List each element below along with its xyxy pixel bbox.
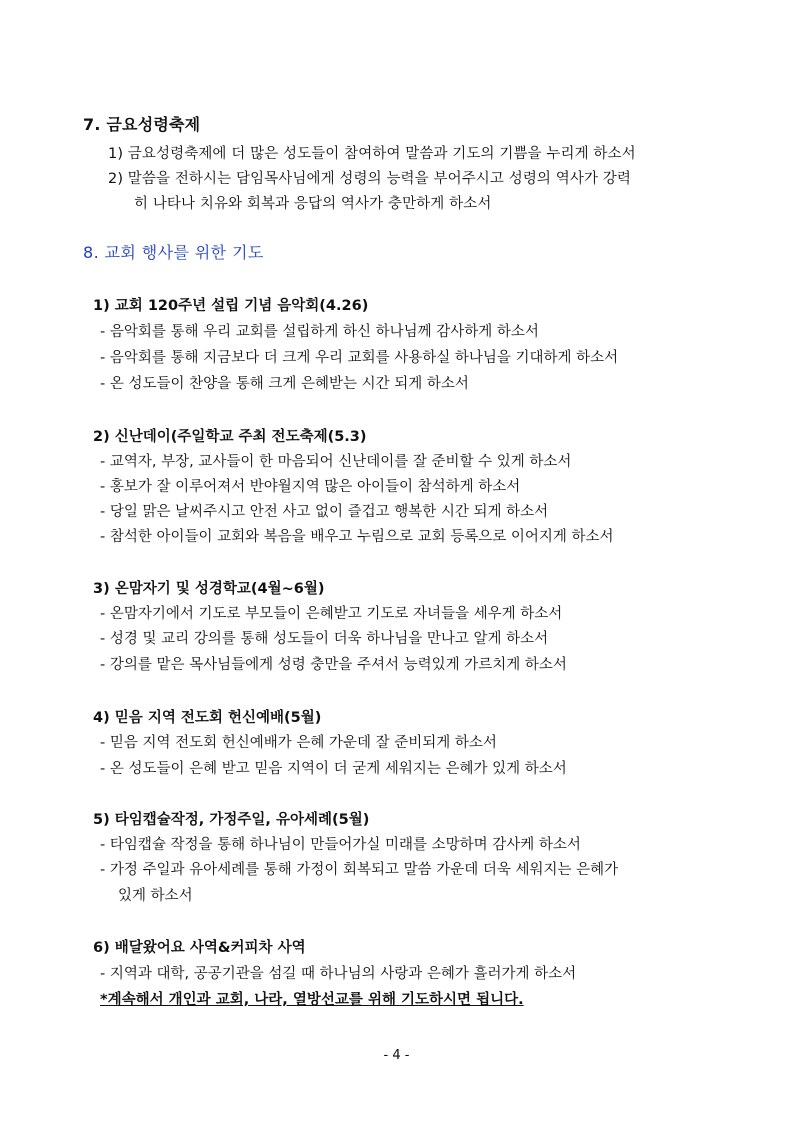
group-1-bullet-1: - 음악회를 통해 우리 교회를 설립하게 하신 하나님께 감사하게 하소서 [100,324,539,340]
group-3-bullet-1: - 온맘자기에서 기도로 부모들이 은혜받고 기도로 자녀들을 세우게 하소서 [100,606,563,622]
section-8-title: 8. 교회 행사를 위한 기도 [83,243,264,262]
group-6-title: 6) 배달왔어요 사역&커피차 사역 [93,940,306,956]
group-4-bullet-2: - 온 성도들이 은혜 받고 믿음 지역이 더 굳게 세워지는 은혜가 있게 하소서 [100,761,567,777]
group-3-title: 3) 온맘자기 및 성경학교(4월~6월) [93,581,325,597]
group-3-bullet-2: - 성경 및 교리 강의를 통해 성도들이 더욱 하나님을 만나고 알게 하소서 [100,631,549,647]
group-5-bullet-1: - 타임캡슐 작정을 통해 하나님이 만들어가실 미래를 소망하며 감사케 하소서 [100,837,581,853]
closing-note: *계속해서 개인과 교회, 나라, 열방선교를 위해 기도하시면 됩니다. [100,992,524,1008]
group-2-bullet-2: - 홍보가 잘 이루어져서 반야월지역 많은 아이들이 참석하게 하소서 [100,479,521,495]
page-number: - 4 - [383,1048,410,1063]
section-7-item-2-continued: 히 나타나 치유와 회복과 응답의 역사가 충만하게 하소서 [134,196,492,212]
group-2-bullet-3: - 당일 맑은 날씨주시고 안전 사고 없이 즐겁고 행복한 시간 되게 하소서 [100,504,549,520]
group-5-bullet-2-continued: 있게 하소서 [118,888,193,904]
group-5-title: 5) 타임캡슐작정, 가정주일, 유아세례(5월) [93,812,370,828]
group-5-bullet-2: - 가정 주일과 유아세례를 통해 가정이 회복되고 말씀 가운데 더욱 세워지는 은혜가 [100,862,619,878]
group-1-bullet-2: - 음악회를 통해 지금보다 더 크게 우리 교회를 사용하실 하나님을 기대하게 하소서 [100,350,619,366]
section-7-item-2: 2) 말씀을 전하시는 담임목사님에게 성령의 능력을 부어주시고 성령의 역사가 강력 [108,171,631,187]
group-2-bullet-1: - 교역자, 부장, 교사들이 한 마음되어 신난데이를 잘 준비할 수 있게 하소서 [100,454,572,470]
group-2-title: 2) 신난데이(주일학교 주최 전도축제(5.3) [93,429,367,445]
group-4-title: 4) 믿음 지역 전도회 헌신예배(5월) [93,710,322,726]
group-1-title: 1) 교회 120주년 설립 기념 음악회(4.26) [93,298,369,314]
section-7-item-1: 1) 금요성령축제에 더 많은 성도들이 참여하여 말씀과 기도의 기쁨을 누리게 하소서 [108,146,636,162]
group-6-bullet-1: - 지역과 대학, 공공기관을 섬길 때 하나님의 사랑과 은혜가 흘러가게 하소서 [100,966,577,982]
group-2-bullet-4: - 참석한 아이들이 교회와 복음을 배우고 누림으로 교회 등록으로 이어지게 하소서 [100,529,614,545]
group-4-bullet-1: - 믿음 지역 전도회 헌신예배가 은혜 가운데 잘 준비되게 하소서 [100,735,497,751]
group-3-bullet-3: - 강의를 맡은 목사님들에게 성령 충만을 주셔서 능력있게 가르치게 하소서 [100,657,567,673]
section-7-title: 7. 금요성령축제 [83,115,201,134]
group-1-bullet-3: - 온 성도들이 찬양을 통해 크게 은혜받는 시간 되게 하소서 [100,376,469,392]
